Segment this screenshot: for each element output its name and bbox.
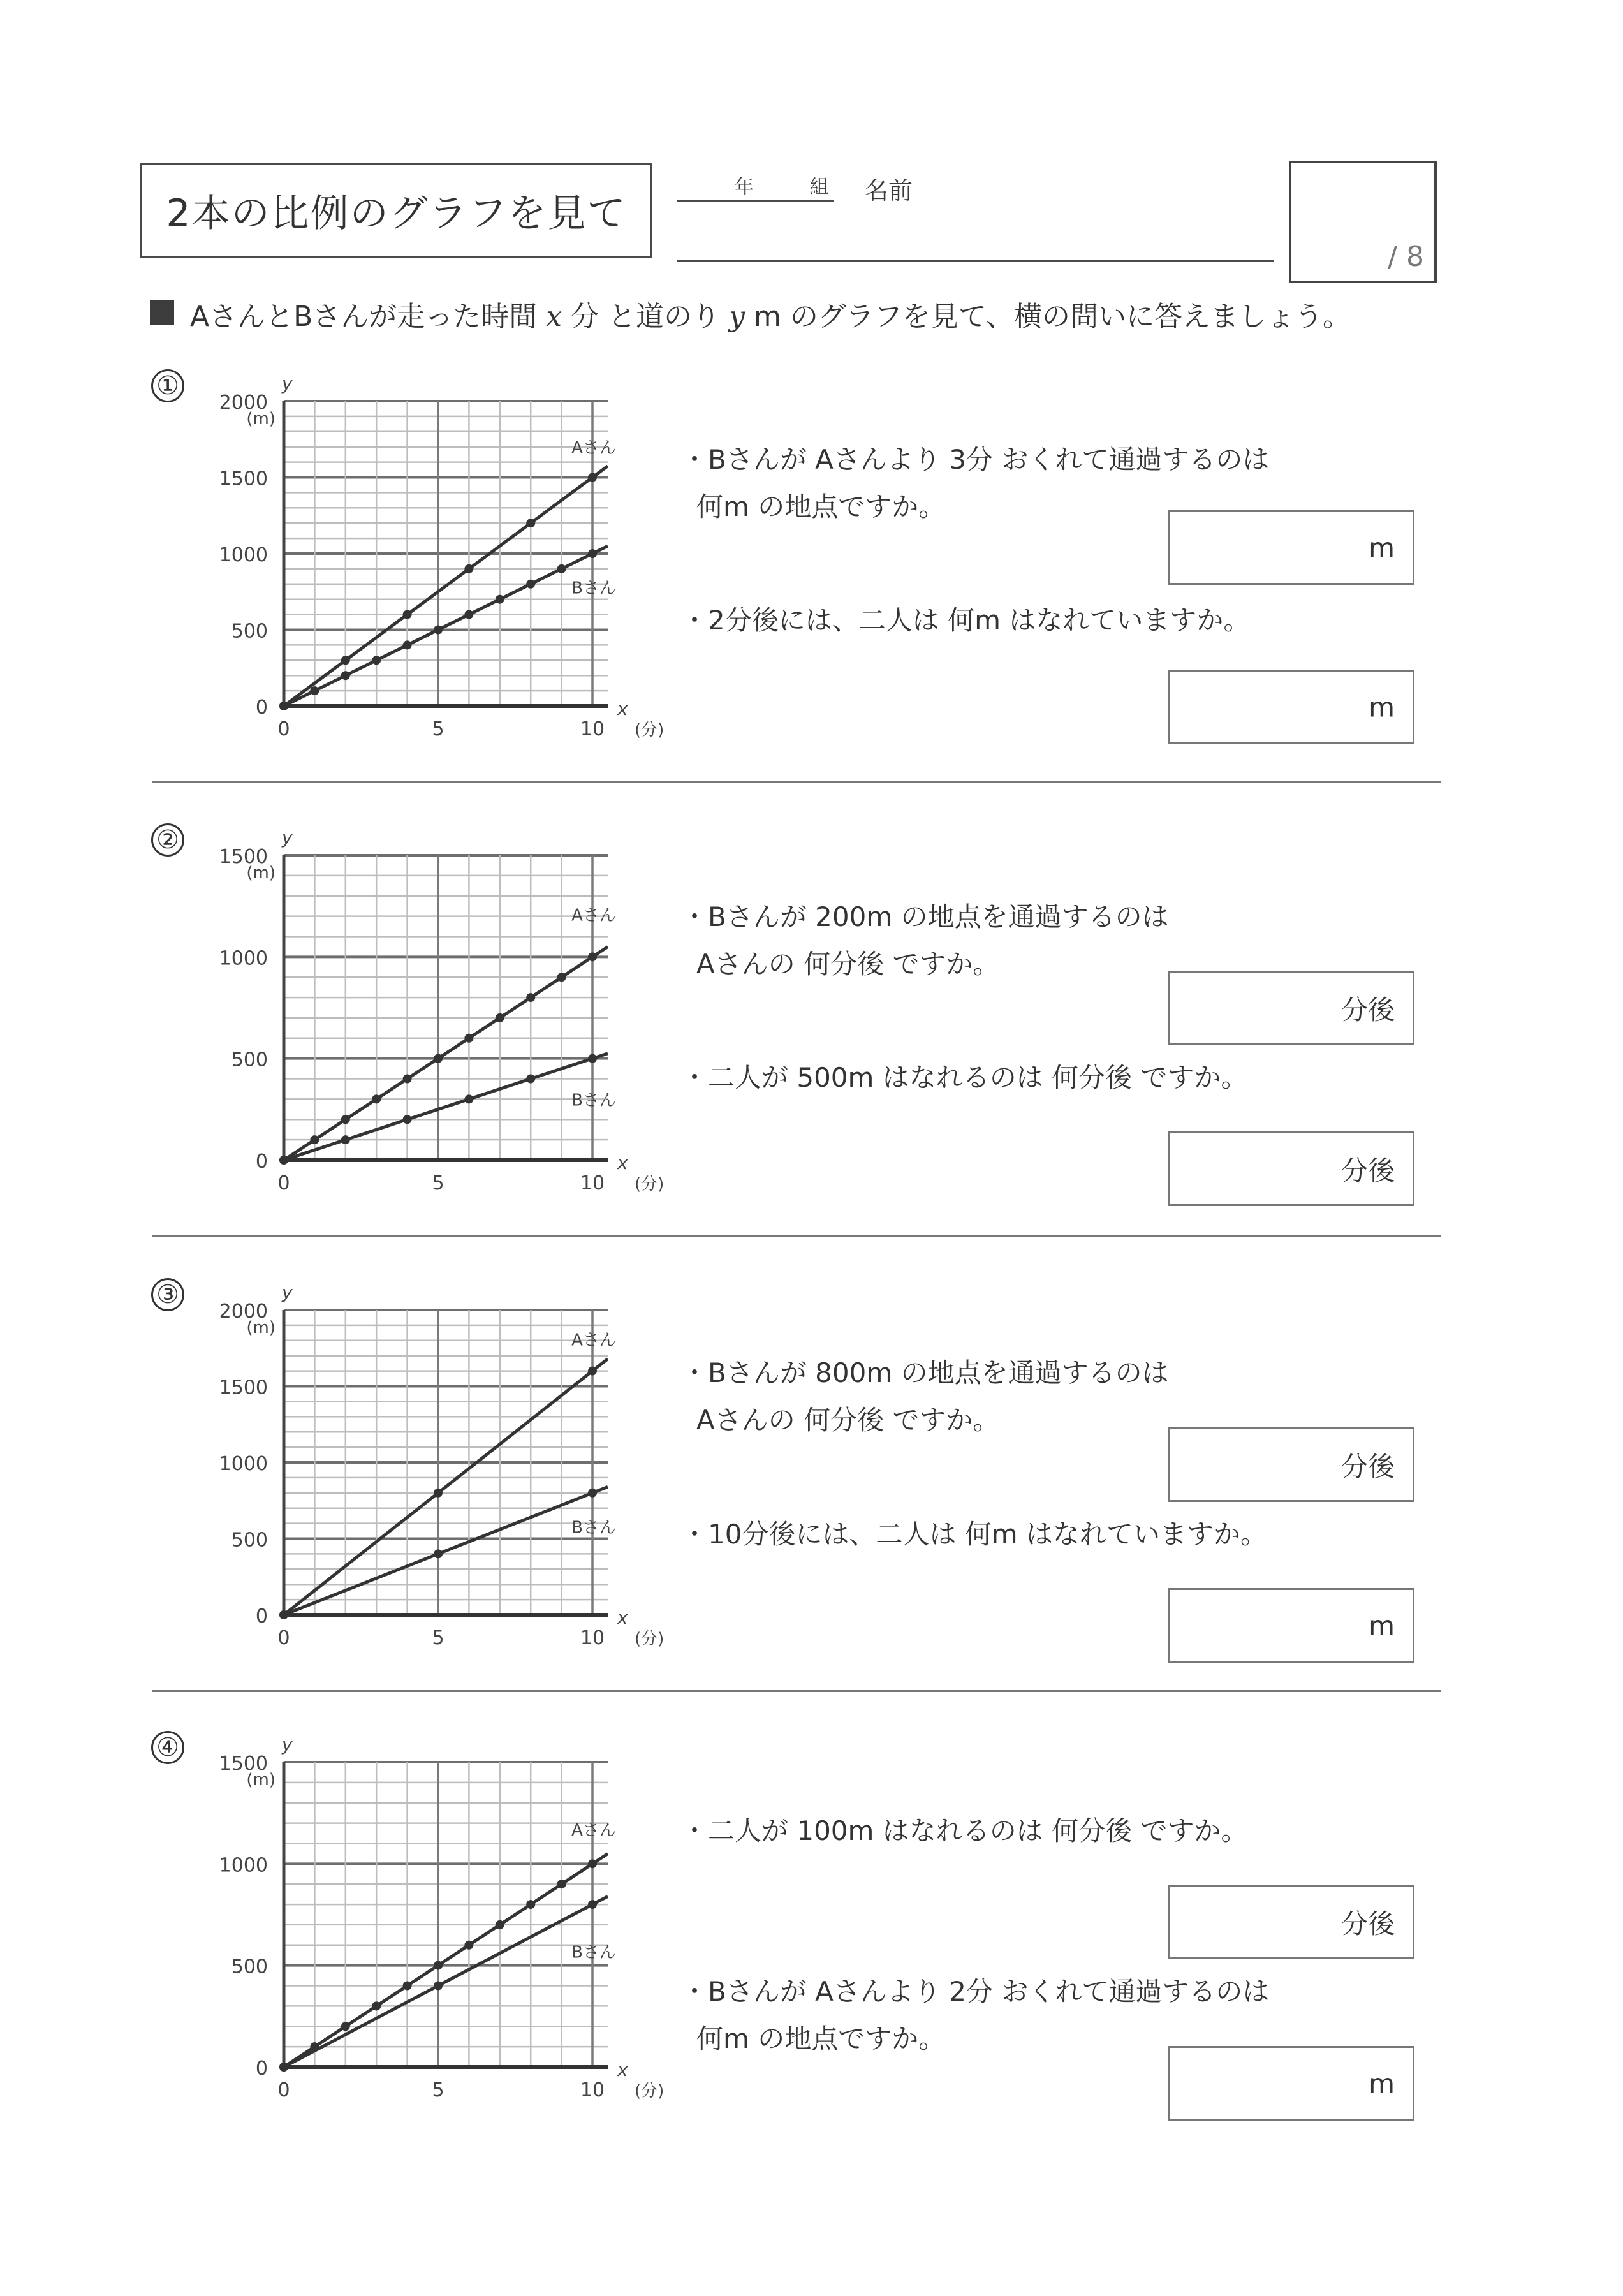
series-a-label: Aさん: [571, 1821, 616, 1841]
series-b-label: Bさん: [571, 578, 616, 598]
answer-unit: m: [1369, 2068, 1395, 2099]
y-tick-label: 500: [231, 1049, 268, 1071]
answer-box-3-2[interactable]: [1168, 1588, 1414, 1663]
y-unit-label: (m): [246, 1770, 275, 1790]
answer-unit: 分後: [1340, 1154, 1395, 1186]
question-3-1: ・Bさんが 800m の地点を通過するのは: [681, 1357, 1169, 1388]
y-unit-label: (m): [246, 1318, 275, 1337]
x-tick-label: 0: [277, 1172, 290, 1195]
x-unit-label: (分): [635, 2082, 665, 2101]
y-tick-label: 2000: [219, 392, 268, 414]
x-tick-label: 10: [580, 1627, 605, 1649]
y-tick-label: 1500: [219, 467, 268, 490]
answer-unit: m: [1369, 532, 1395, 563]
answer-box-3-1[interactable]: [1168, 1427, 1414, 1502]
series-b-label: Bさん: [571, 1091, 616, 1110]
question-1-1-line2: 何m の地点ですか。: [696, 491, 946, 522]
series-a-line: [279, 1854, 608, 2072]
y-tick-label: 0: [255, 696, 268, 719]
question-4-1: ・二人が 100m はなれるのは 何分後 ですか。: [681, 1815, 1248, 1846]
y-tick-label: 1500: [219, 846, 268, 868]
y-unit-label: (m): [246, 864, 275, 883]
y-unit-label: (m): [246, 409, 275, 429]
question-2-1: ・Bさんが 200m の地点を通過するのは: [681, 901, 1169, 932]
y-tick-label: 0: [255, 1605, 268, 1628]
y-tick-label: 500: [231, 1955, 268, 1978]
series-a-label: Aさん: [571, 1330, 616, 1350]
instruction-text: AさんとBさんが走った時間 x 分 と道のり y m のグラフを見て、横の問いに答えましょう。: [190, 300, 1351, 333]
chart-grid: [283, 1762, 608, 2067]
series-a-label: Aさん: [571, 906, 616, 925]
x-tick-label: 5: [432, 718, 444, 740]
question-2-1-line2: Aさんの 何分後 ですか。: [696, 948, 1000, 980]
grade-label: 年: [735, 176, 754, 198]
series-b-label: Bさん: [571, 1943, 616, 1962]
y-tick-label: 0: [255, 1151, 268, 1173]
x-tick-label: 10: [580, 718, 605, 740]
x-tick-label: 0: [277, 2079, 290, 2101]
x-unit-label: (分): [635, 721, 665, 740]
y-tick-label: 1000: [219, 947, 268, 970]
y-axis-var: y: [282, 1734, 293, 1755]
answer-unit: 分後: [1340, 1450, 1395, 1482]
x-axis-var: x: [617, 1607, 628, 1628]
x-tick-label: 10: [580, 1172, 605, 1195]
series-a-label: Aさん: [571, 438, 616, 458]
score-box[interactable]: [1289, 161, 1437, 283]
section-number-1: ①: [151, 369, 184, 402]
x-tick-label: 5: [432, 1172, 444, 1195]
series-b-line: [279, 1896, 608, 2072]
y-tick-label: 1000: [219, 544, 268, 566]
question-1-2: ・2分後には、二人は 何m はなれていますか。: [681, 605, 1251, 636]
y-axis-var: y: [282, 1282, 293, 1303]
y-tick-label: 0: [255, 2057, 268, 2080]
question-4-2: ・Bさんが Aさんより 2分 おくれて通過するのは: [681, 1976, 1270, 2007]
name-label: 名前: [864, 177, 913, 205]
x-tick-label: 5: [432, 1627, 444, 1649]
section-number-4: ④: [151, 1731, 184, 1764]
answer-unit: m: [1369, 691, 1395, 723]
chart-4: [0, 0, 676, 2117]
y-tick-label: 1500: [219, 1376, 268, 1399]
y-axis-var: y: [282, 827, 293, 848]
answer-box-4-2[interactable]: [1168, 2046, 1414, 2121]
answer-box-2-1[interactable]: [1168, 971, 1414, 1045]
x-tick-label: 0: [277, 718, 290, 740]
y-tick-label: 1000: [219, 1453, 268, 1475]
x-tick-label: 0: [277, 1627, 290, 1649]
answer-box-4-1[interactable]: [1168, 1885, 1414, 1959]
y-tick-label: 500: [231, 1529, 268, 1552]
score-total: / 8: [1388, 240, 1424, 273]
answer-unit: m: [1369, 1610, 1395, 1641]
grade-class-field[interactable]: [677, 200, 834, 202]
question-4-2-line2: 何m の地点ですか。: [696, 2023, 946, 2054]
x-tick-label: 10: [580, 2079, 605, 2101]
class-label: 組: [810, 176, 829, 198]
x-axis-var: x: [617, 1152, 628, 1174]
y-tick-label: 1500: [219, 1753, 268, 1775]
section-number-3: ③: [151, 1278, 184, 1311]
question-3-1-line2: Aさんの 何分後 ですか。: [696, 1404, 1000, 1436]
question-2-2: ・二人が 500m はなれるのは 何分後 ですか。: [681, 1062, 1248, 1093]
name-field[interactable]: [677, 260, 1274, 262]
worksheet-title: 2本の比例のグラフを見て: [140, 163, 652, 258]
y-tick-label: 500: [231, 620, 268, 643]
y-axis-var: y: [282, 373, 293, 394]
answer-box-1-1[interactable]: [1168, 510, 1414, 585]
x-tick-label: 5: [432, 2079, 444, 2101]
section-number-2: ②: [151, 823, 184, 857]
x-axis-var: x: [617, 2059, 628, 2080]
x-unit-label: (分): [635, 1175, 665, 1194]
question-1-1: ・Bさんが Aさんより 3分 おくれて通過するのは: [681, 444, 1270, 475]
answer-box-2-2[interactable]: [1168, 1131, 1414, 1206]
x-axis-var: x: [617, 698, 628, 719]
answer-unit: 分後: [1340, 994, 1395, 1026]
answer-box-1-2[interactable]: [1168, 670, 1414, 744]
answer-unit: 分後: [1340, 1908, 1395, 1939]
question-3-2: ・10分後には、二人は 何m はなれていますか。: [681, 1519, 1268, 1550]
x-unit-label: (分): [635, 1630, 665, 1649]
y-tick-label: 2000: [219, 1300, 268, 1323]
y-tick-label: 1000: [219, 1854, 268, 1877]
series-b-label: Bさん: [571, 1518, 616, 1538]
